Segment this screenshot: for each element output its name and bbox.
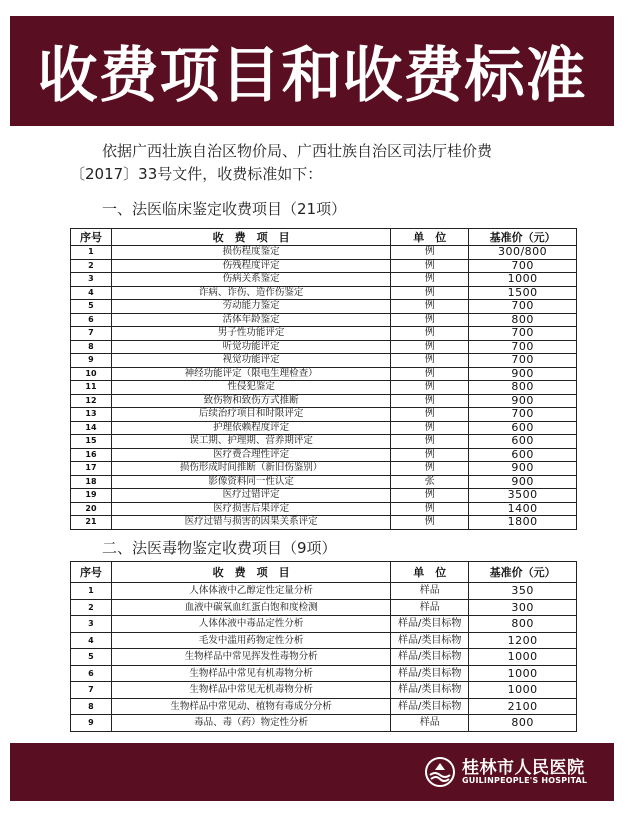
row-unit: 样品	[391, 715, 469, 732]
row-unit: 例	[391, 286, 469, 300]
hospital-name-en: GUILINPEOPLE'S HOSPITAL	[462, 776, 588, 785]
row-number: 3	[71, 273, 112, 287]
row-item: 医疗过错与损害的因果关系评定	[111, 516, 390, 530]
table-row	[71, 286, 577, 300]
row-number: 9	[71, 354, 112, 368]
table-header-row	[71, 562, 577, 583]
row-price: 700	[469, 259, 577, 273]
row-price: 900	[469, 394, 577, 408]
header-item: 收 费 项 目	[111, 562, 390, 583]
table-row	[71, 665, 577, 682]
row-price: 1000	[469, 649, 577, 666]
row-item: 损伤程度鉴定	[111, 246, 390, 260]
row-unit: 样品	[391, 599, 469, 616]
table-row	[71, 516, 577, 530]
row-number: 6	[71, 665, 112, 682]
table-row	[71, 682, 577, 699]
table-row	[71, 632, 577, 649]
row-price: 700	[469, 354, 577, 368]
row-unit: 例	[391, 273, 469, 287]
row-price: 1000	[469, 682, 577, 699]
row-price: 900	[469, 475, 577, 489]
row-price: 800	[469, 381, 577, 395]
table-row	[71, 421, 577, 435]
intro-paragraph	[70, 140, 590, 186]
row-item: 人体体液中毒品定性分析	[111, 616, 390, 633]
row-number: 5	[71, 649, 112, 666]
row-price: 600	[469, 421, 577, 435]
row-price: 2100	[469, 698, 577, 715]
row-price: 700	[469, 327, 577, 341]
row-unit: 样品/类目标物	[391, 616, 469, 633]
row-price: 800	[469, 715, 577, 732]
row-price: 900	[469, 462, 577, 476]
row-unit: 例	[391, 313, 469, 327]
row-item: 毒品、毒（药）物定性分析	[111, 715, 390, 732]
row-price: 600	[469, 448, 577, 462]
row-price: 300	[469, 599, 577, 616]
row-item: 医疗费合理性评定	[111, 448, 390, 462]
table-row	[71, 649, 577, 666]
row-item: 致伤物和致伤方式推断	[111, 394, 390, 408]
table-row	[71, 381, 577, 395]
hospital-logo-icon	[424, 756, 456, 788]
row-unit: 例	[391, 421, 469, 435]
table-row	[71, 435, 577, 449]
table-row	[71, 246, 577, 260]
row-unit: 例	[391, 367, 469, 381]
row-price: 700	[469, 408, 577, 422]
title-banner	[10, 16, 614, 126]
row-item: 毛发中滥用药物定性分析	[111, 632, 390, 649]
row-item: 损伤形成时间推断（新旧伤鉴别）	[111, 462, 390, 476]
row-number: 18	[71, 475, 112, 489]
intro-line-1: 依据广西壮族自治区物价局、广西壮族自治区司法厅桂价费	[102, 142, 493, 160]
row-number: 12	[71, 394, 112, 408]
row-unit: 例	[391, 435, 469, 449]
row-number: 1	[71, 246, 112, 260]
header-price: 基准价（元）	[469, 229, 577, 246]
row-item: 性侵犯鉴定	[111, 381, 390, 395]
toxicology-fee-table	[70, 561, 577, 732]
row-number: 10	[71, 367, 112, 381]
header-no: 序号	[71, 562, 112, 583]
row-item: 诈病、诈伤、造作伤鉴定	[111, 286, 390, 300]
table-row	[71, 313, 577, 327]
row-unit: 例	[391, 448, 469, 462]
row-price: 1000	[469, 273, 577, 287]
row-number: 19	[71, 489, 112, 503]
row-number: 17	[71, 462, 112, 476]
row-number: 15	[71, 435, 112, 449]
row-unit: 例	[391, 502, 469, 516]
row-number: 9	[71, 715, 112, 732]
row-unit: 例	[391, 489, 469, 503]
row-item: 神经功能评定（限电生理检查）	[111, 367, 390, 381]
row-number: 8	[71, 698, 112, 715]
row-unit: 张	[391, 475, 469, 489]
row-item: 听觉功能评定	[111, 340, 390, 354]
row-item: 医疗过错评定	[111, 489, 390, 503]
row-number: 11	[71, 381, 112, 395]
row-number: 4	[71, 632, 112, 649]
section-2-title: 二、法医毒物鉴定收费项目（9项）	[102, 539, 337, 557]
row-item: 影像资料同一性认定	[111, 475, 390, 489]
header-unit: 单 位	[391, 229, 469, 246]
row-item: 男子性功能评定	[111, 327, 390, 341]
row-number: 21	[71, 516, 112, 530]
row-number: 4	[71, 286, 112, 300]
clinical-fee-table	[70, 228, 577, 530]
row-price: 800	[469, 616, 577, 633]
row-price: 1400	[469, 502, 577, 516]
table-row	[71, 300, 577, 314]
table-row	[71, 354, 577, 368]
row-price: 1000	[469, 665, 577, 682]
table-row	[71, 583, 577, 600]
intro-line-2: 〔2017〕33号文件，收费标准如下：	[70, 165, 323, 183]
row-unit: 例	[391, 246, 469, 260]
row-item: 劳动能力鉴定	[111, 300, 390, 314]
row-item: 生物样品中常见动、植物有毒成分分析	[111, 698, 390, 715]
row-unit: 样品	[391, 583, 469, 600]
table-row	[71, 448, 577, 462]
table-row	[71, 462, 577, 476]
row-unit: 例	[391, 381, 469, 395]
row-item: 人体体液中乙醇定性定量分析	[111, 583, 390, 600]
page-title: 收费项目和收费标准	[37, 41, 587, 111]
row-unit: 例	[391, 300, 469, 314]
footer-banner	[10, 743, 614, 801]
table-row	[71, 715, 577, 732]
row-unit: 例	[391, 462, 469, 476]
row-number: 7	[71, 682, 112, 699]
row-item: 视觉功能评定	[111, 354, 390, 368]
row-unit: 例	[391, 354, 469, 368]
row-price: 1800	[469, 516, 577, 530]
row-unit: 样品/类目标物	[391, 632, 469, 649]
row-item: 医疗损害后果评定	[111, 502, 390, 516]
row-unit: 例	[391, 516, 469, 530]
row-number: 7	[71, 327, 112, 341]
table-row	[71, 259, 577, 273]
table-row	[71, 408, 577, 422]
table-row	[71, 475, 577, 489]
table-row	[71, 698, 577, 715]
table-row	[71, 340, 577, 354]
table-row	[71, 273, 577, 287]
table-row	[71, 489, 577, 503]
row-price: 1500	[469, 286, 577, 300]
header-item: 收 费 项 目	[111, 229, 390, 246]
row-number: 2	[71, 599, 112, 616]
row-number: 8	[71, 340, 112, 354]
row-number: 13	[71, 408, 112, 422]
row-item: 生物样品中常见有机毒物分析	[111, 665, 390, 682]
header-price: 基准价（元）	[469, 562, 577, 583]
row-item: 护理依赖程度评定	[111, 421, 390, 435]
row-number: 20	[71, 502, 112, 516]
row-price: 300/800	[469, 246, 577, 260]
row-price: 3500	[469, 489, 577, 503]
table-row	[71, 394, 577, 408]
header-no: 序号	[71, 229, 112, 246]
row-number: 14	[71, 421, 112, 435]
row-number: 5	[71, 300, 112, 314]
row-unit: 例	[391, 408, 469, 422]
row-item: 误工期、护理期、营养期评定	[111, 435, 390, 449]
hospital-name: 桂林市人民医院	[462, 758, 585, 778]
row-item: 活体年龄鉴定	[111, 313, 390, 327]
row-unit: 样品/类目标物	[391, 649, 469, 666]
fee-poster	[10, 10, 625, 813]
row-unit: 样品/类目标物	[391, 665, 469, 682]
row-unit: 例	[391, 259, 469, 273]
row-price: 700	[469, 300, 577, 314]
table-row	[71, 367, 577, 381]
row-price: 800	[469, 313, 577, 327]
table-row	[71, 327, 577, 341]
table-row	[71, 502, 577, 516]
row-unit: 例	[391, 340, 469, 354]
row-unit: 样品/类目标物	[391, 698, 469, 715]
row-number: 3	[71, 616, 112, 633]
row-number: 16	[71, 448, 112, 462]
row-price: 1200	[469, 632, 577, 649]
row-item: 生物样品中常见无机毒物分析	[111, 682, 390, 699]
row-price: 700	[469, 340, 577, 354]
row-item: 伤病关系鉴定	[111, 273, 390, 287]
row-item: 伤残程度评定	[111, 259, 390, 273]
hospital-logo	[424, 753, 604, 793]
table-row	[71, 599, 577, 616]
table-header-row	[71, 229, 577, 246]
row-unit: 样品/类目标物	[391, 682, 469, 699]
row-number: 1	[71, 583, 112, 600]
row-price: 600	[469, 435, 577, 449]
row-number: 6	[71, 313, 112, 327]
row-unit: 例	[391, 327, 469, 341]
row-unit: 例	[391, 394, 469, 408]
table-row	[71, 616, 577, 633]
row-number: 2	[71, 259, 112, 273]
row-price: 900	[469, 367, 577, 381]
section-1-title: 一、法医临床鉴定收费项目（21项）	[102, 200, 347, 218]
row-price: 350	[469, 583, 577, 600]
row-item: 生物样品中常见挥发性毒物分析	[111, 649, 390, 666]
row-item: 血液中碳氧血红蛋白饱和度检测	[111, 599, 390, 616]
row-item: 后续治疗项目和时限评定	[111, 408, 390, 422]
header-unit: 单 位	[391, 562, 469, 583]
